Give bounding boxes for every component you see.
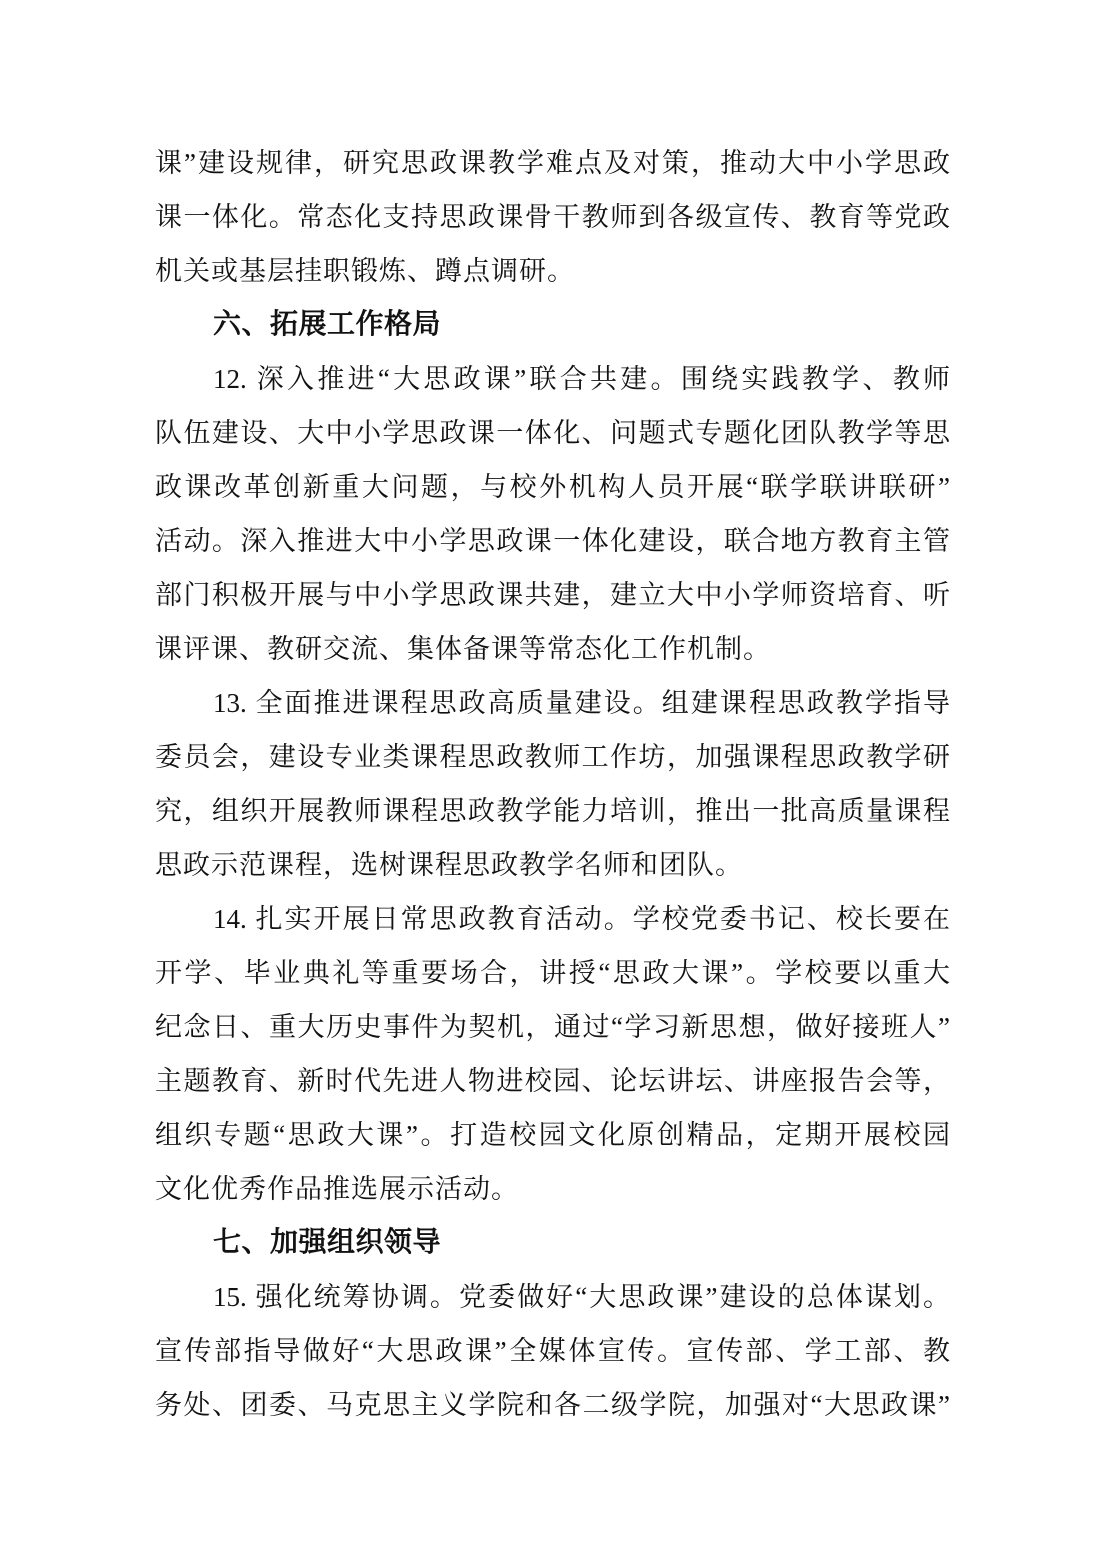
text-line: 部门积极开展与中小学思政课共建，建立大中小学师资培育、听 — [155, 580, 950, 610]
text-line: 活动。深入推进大中小学思政课一体化建设，联合地方教育主管 — [155, 526, 950, 556]
text-line: 究，组织开展教师课程思政教学能力培训，推出一批高质量课程 — [155, 796, 950, 826]
text-line: 队伍建设、大中小学思政课一体化、问题式专题化团队教学等思 — [155, 418, 950, 448]
text-line: 思政示范课程，选树课程思政教学名师和团队。 — [155, 850, 743, 880]
text-line: 务处、团委、马克思主义学院和各二级学院，加强对“大思政课” — [155, 1390, 950, 1420]
text-line: 机关或基层挂职锻炼、蹲点调研。 — [155, 256, 575, 286]
text-line: 课”建设规律，研究思政课教学难点及对策，推动大中小学思政 — [155, 148, 950, 178]
text-line: 主题教育、新时代先进人物进校园、论坛讲坛、讲座报告会等， — [155, 1066, 950, 1096]
section-heading: 七、加强组织领导 — [213, 1227, 442, 1258]
text-line: 组织专题“思政大课”。打造校园文化原创精品，定期开展校园 — [155, 1120, 950, 1150]
text-line: 政课改革创新重大问题，与校外机构人员开展“联学联讲联研” — [155, 472, 950, 502]
text-line: 开学、毕业典礼等重要场合，讲授“思政大课”。学校要以重大 — [155, 958, 950, 988]
text-line: 宣传部指导做好“大思政课”全媒体宣传。宣传部、学工部、教 — [155, 1336, 950, 1366]
document-body — [155, 136, 950, 1432]
text-line: 委员会，建设专业类课程思政教师工作坊，加强课程思政教学研 — [155, 742, 950, 772]
text-line: 课一体化。常态化支持思政课骨干教师到各级宣传、教育等党政 — [155, 202, 950, 232]
section-heading: 六、拓展工作格局 — [213, 309, 442, 340]
text-line: 纪念日、重大历史事件为契机，通过“学习新思想，做好接班人” — [155, 1012, 950, 1042]
text-line: 12. 深入推进“大思政课”联合共建。围绕实践教学、教师 — [213, 364, 950, 394]
text-line: 课评课、教研交流、集体备课等常态化工作机制。 — [155, 634, 771, 664]
text-line: 文化优秀作品推选展示活动。 — [155, 1174, 519, 1204]
text-line: 14. 扎实开展日常思政教育活动。学校党委书记、校长要在 — [213, 904, 950, 934]
text-line: 15. 强化统筹协调。党委做好“大思政课”建设的总体谋划。 — [213, 1282, 950, 1312]
text-line: 13. 全面推进课程思政高质量建设。组建课程思政教学指导 — [213, 688, 950, 718]
